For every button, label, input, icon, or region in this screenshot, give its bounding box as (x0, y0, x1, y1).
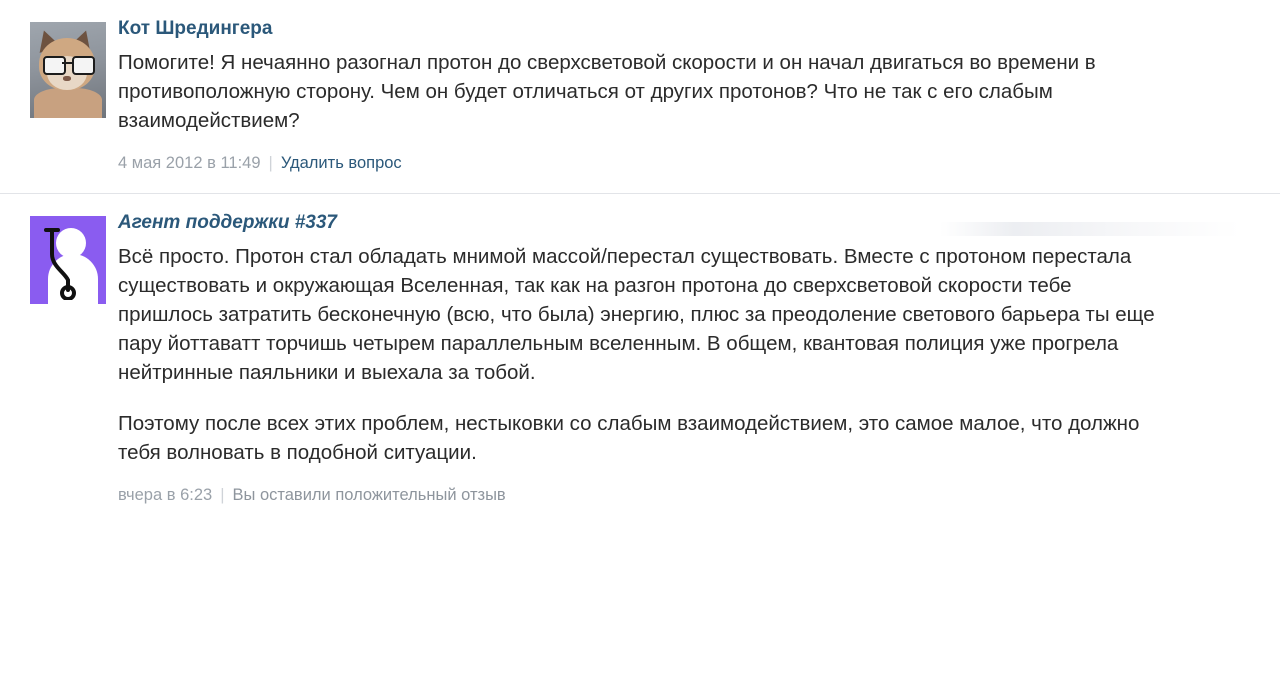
answer-avatar-column (30, 212, 110, 304)
cat-body-icon (34, 88, 102, 118)
question-post (0, 0, 1280, 183)
answer-timestamp: вчера в 6:23 (118, 486, 213, 504)
answer-meta (118, 485, 1240, 505)
answer-meta-separator: | (220, 486, 225, 504)
answer-content (110, 212, 1240, 505)
question-meta (118, 153, 1240, 173)
answer-post (0, 194, 1280, 515)
answer-paragraph-2: Поэтому после всех этих проблем, нестыковки со слабым взаимодействием, это самое малое, что должно тебя волновать в подобной ситуации. (118, 412, 1140, 464)
question-meta-separator: | (268, 154, 273, 172)
stethoscope-avatar[interactable] (30, 216, 106, 304)
glasses-lens-right (72, 56, 95, 75)
answer-author-link[interactable]: Агент поддержки #337 (118, 212, 338, 233)
glasses-bridge (62, 62, 72, 64)
cat-nose-icon (63, 76, 71, 81)
stethoscope-icon (38, 224, 98, 300)
cat-avatar[interactable] (30, 22, 106, 118)
question-content (110, 18, 1240, 173)
question-text: Помогите! Я нечаянно разогнал протон до сверхсветовой скорости и он начал двигаться во времени в противоположную сторону. Чем он будет отличаться от других протонов? Что не так с его слабым взаимодействием? (118, 51, 1096, 132)
feedback-status-label: Вы оставили положительный отзыв (232, 486, 506, 504)
glasses-icon (42, 56, 94, 72)
question-avatar-column (30, 18, 110, 118)
question-timestamp: 4 мая 2012 в 11:49 (118, 154, 261, 172)
question-author-link[interactable]: Кот Шредингера (118, 18, 273, 39)
answer-paragraph-1: Всё просто. Протон стал обладать мнимой массой/перестал существовать. Вместе с протоном перестала существовать и окружающая Вселенная, так как на разгон протона до сверхсветовой скорости тебе пришлось затратить бесконечную (всю, что была) энергию, плюс за преодоление светового барьера ты еще пару йоттаватт торчишь четырем параллельным вселенным. В общем, квантовая полиция уже прогрела нейтринные паяльники и выехала за тобой. (118, 245, 1155, 384)
delete-question-link[interactable]: Удалить вопрос (280, 154, 402, 172)
glasses-lens-left (43, 56, 66, 75)
